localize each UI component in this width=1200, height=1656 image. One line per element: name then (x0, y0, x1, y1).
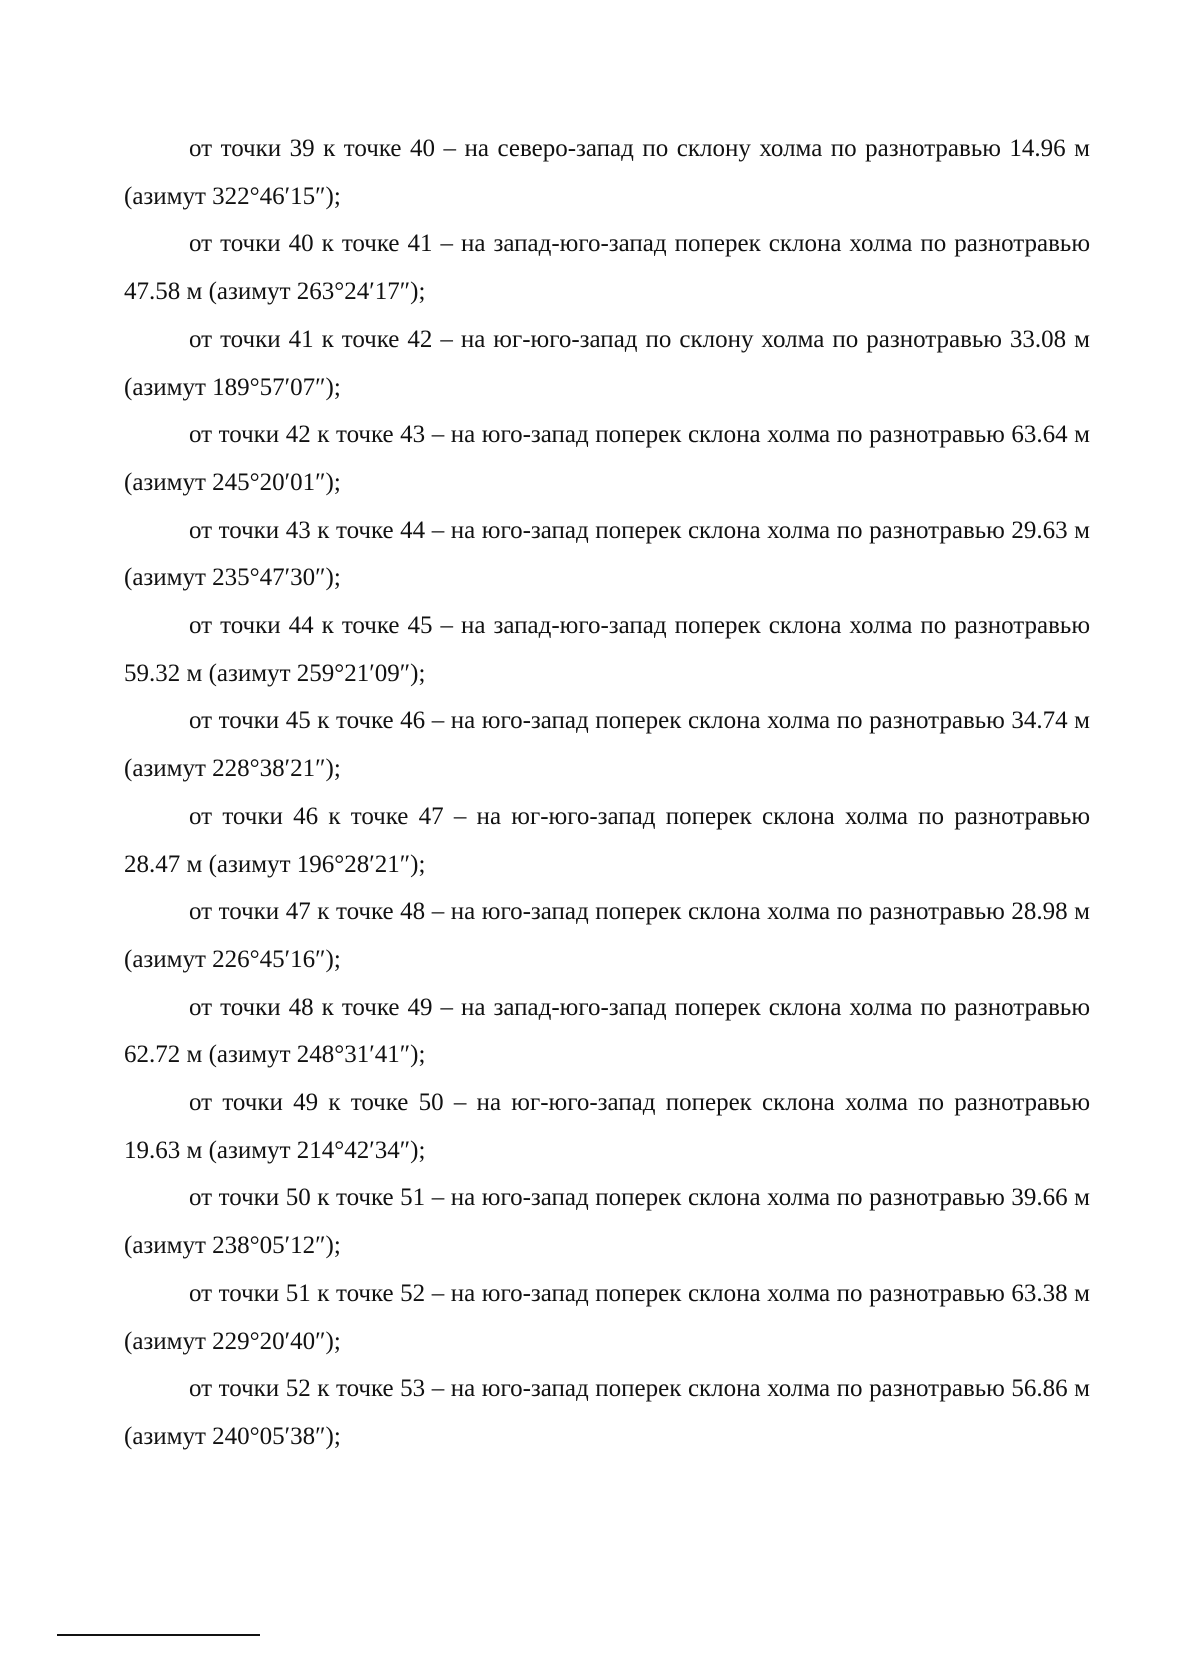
boundary-segment-paragraph: от точки 44 к точке 45 – на запад-юго-запад поперек склона холма по разнотравью 59.32 м (азимут 259°21′09″); (124, 612, 1090, 687)
boundary-segment-paragraph: от точки 45 к точке 46 – на юго-запад поперек склона холма по разнотравью 34.74 м (азимут 228°38′21″); (124, 707, 1090, 783)
boundary-segment-paragraph: от точки 42 к точке 43 – на юго-запад поперек склона холма по разнотравью 63.64 м (азимут 245°20′01″); (124, 421, 1090, 496)
footnote-separator-line (57, 1634, 260, 1636)
boundary-segment-paragraph: от точки 49 к точке 50 – на юг-юго-запад поперек склона холма по разнотравью 19.63 м (азимут 214°42′34″); (124, 1089, 1090, 1164)
boundary-segment-paragraph: от точки 41 к точке 42 – на юг-юго-запад по склону холма по разнотравью 33.08 м (азимут 189°57′07″); (124, 325, 1090, 401)
boundary-segment-paragraph: от точки 39 к точке 40 – на северо-запад по склону холма по разнотравью 14.96 м (азимут 322°46′15″); (124, 135, 1090, 210)
boundary-segment-paragraph: от точки 43 к точке 44 – на юго-запад поперек склона холма по разнотравью 29.63 м (азимут 235°47′30″); (124, 516, 1090, 592)
document-body (124, 125, 1090, 1461)
boundary-segment-paragraph: от точки 50 к точке 51 – на юго-запад поперек склона холма по разнотравью 39.66 м (азимут 238°05′12″); (124, 1184, 1090, 1260)
boundary-segment-paragraph: от точки 47 к точке 48 – на юго-запад поперек склона холма по разнотравью 28.98 м (азимут 226°45′16″); (124, 898, 1090, 973)
boundary-segment-paragraph: от точки 52 к точке 53 – на юго-запад поперек склона холма по разнотравью 56.86 м (азимут 240°05′38″); (124, 1375, 1090, 1450)
boundary-segment-paragraph: от точки 46 к точке 47 – на юг-юго-запад поперек склона холма по разнотравью 28.47 м (азимут 196°28′21″); (124, 802, 1090, 878)
boundary-segment-paragraph: от точки 40 к точке 41 – на запад-юго-запад поперек склона холма по разнотравью 47.58 м (азимут 263°24′17″); (124, 230, 1090, 306)
boundary-segment-paragraph: от точки 48 к точке 49 – на запад-юго-запад поперек склона холма по разнотравью 62.72 м (азимут 248°31′41″); (124, 993, 1090, 1069)
boundary-segment-paragraph: от точки 51 к точке 52 – на юго-запад поперек склона холма по разнотравью 63.38 м (азимут 229°20′40″); (124, 1279, 1090, 1355)
